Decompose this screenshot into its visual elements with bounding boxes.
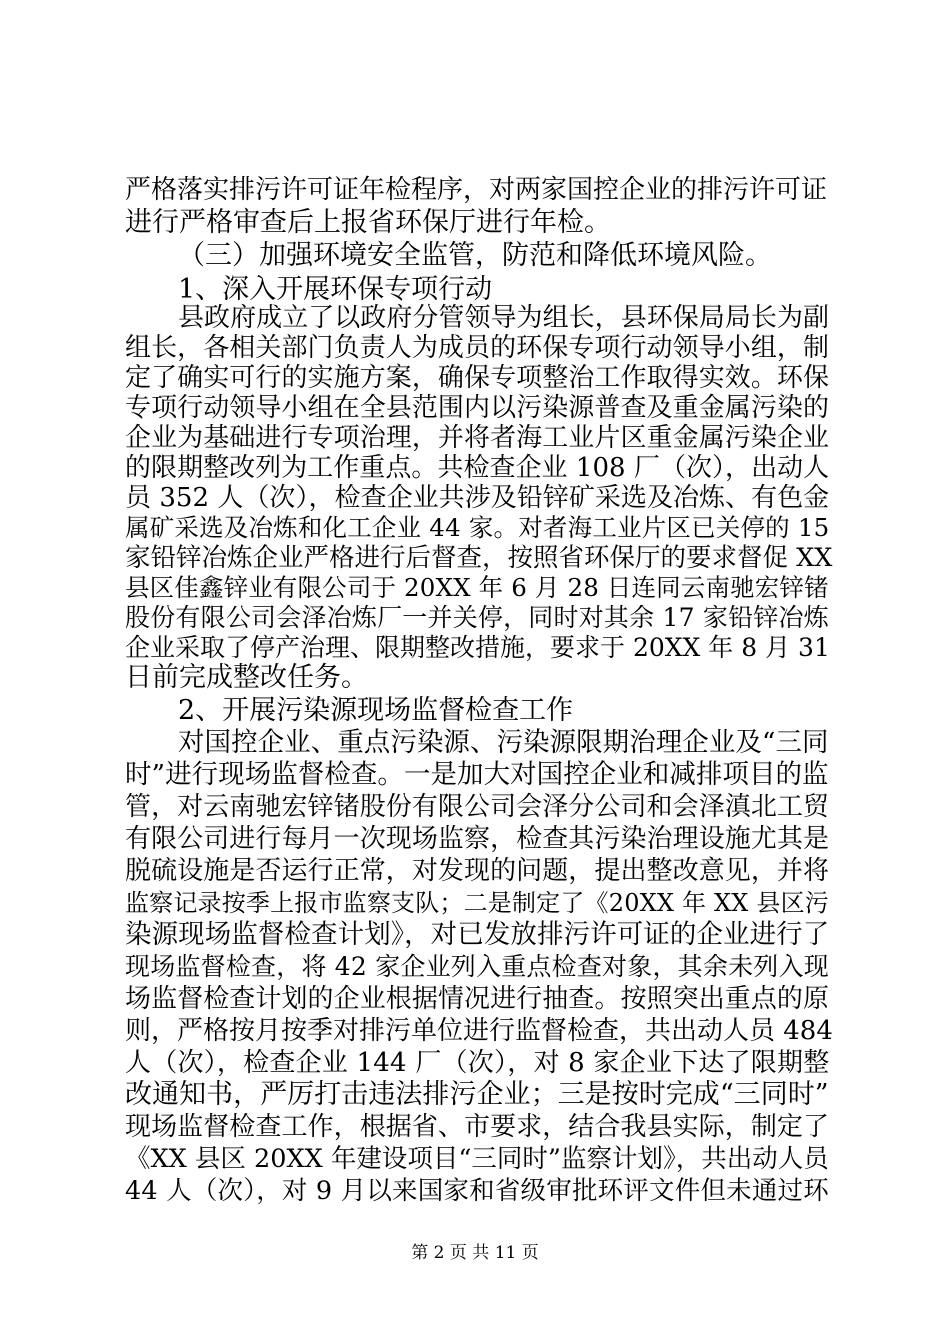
text-line: 则，严格按月按季对排污单位进行监督检查，共出动人员 484 [125,1016,833,1046]
text-line: 员 352 人（次），检查企业共涉及铅锌矿采选及冶炼、有色金 [125,483,830,513]
page-number-footer: 第 2 页 共 11 页 [411,1243,539,1263]
text-line: 现场监督检查，将 42 家企业列入重点检查对象，其余未列入现 [125,952,829,981]
section-heading: （三）加强环境安全监管，防范和降低环境风险。 [178,240,772,271]
text-line: 监察记录按季上报市监察支队；二是制定了《20XX 年 XX 县区污 [125,889,829,917]
text-line: 专项行动领导小组在全县范围内以污染源普查及重金属污染的 [125,393,830,423]
text-line: 44 人（次），对 9 月以来国家和省级审批环评文件但未通过环 [125,1176,829,1206]
subsection-heading: 2、开展污染源现场监督检查工作 [178,695,574,726]
text-line: 有限公司进行每月一次现场监察，检查其污染治理设施尤其是 [125,824,830,854]
text-line: 企业采取了停产治理、限期整改措施，要求于 20XX 年 8 月 31 [125,633,830,662]
text-line: 家铅锌冶炼企业严格进行后督查，按照省环保厅的要求督促 XX [125,543,833,573]
text-line: 进行严格审查后上报省环保厅进行年检。 [125,207,611,238]
text-line: 组长，各相关部门负责人为成员的环保专项行动领导小组，制 [125,333,830,363]
text-line: 定了确实可行的实施方案，确保专项整治工作取得实效。环保 [125,363,830,393]
text-line: 股份有限公司会泽冶炼厂一并关停，同时对其余 17 家铅锌冶炼 [125,603,829,632]
text-line: 《XX 县区 20XX 年建设项目“三同时”监察计划》，共出动人员 [125,1144,829,1174]
text-line: 染源现场监督检查计划》，对已发放排污许可证的企业进行了 [125,919,830,950]
text-line: 县政府成立了以政府分管领导为组长，县环保局局长为副 [178,303,830,333]
subsection-heading: 1、深入开展环保专项行动 [178,274,493,305]
text-line: 改通知书，严厉打击违法排污企业；三是按时完成“三同时” [125,1079,829,1110]
text-line: 场监督检查计划的企业根据情况进行抽查。按照突出重点的原 [125,984,830,1014]
text-line: 日前完成整改任务。 [125,662,368,693]
text-line: 严格落实排污许可证年检程序，对两家国控企业的排污许可证 [125,175,828,205]
text-line: 人（次），检查企业 144 厂（次），对 8 家企业下达了限期整 [125,1048,830,1078]
text-line: 县区佳鑫锌业有限公司于 20XX 年 6 月 28 日连同云南驰宏锌锗 [125,573,829,602]
text-line: 时”进行现场监督检查。一是加大对国控企业和减排项目的监 [125,759,829,790]
text-line: 管，对云南驰宏锌锗股份有限公司会泽分公司和会泽滇北工贸 [125,792,830,822]
text-line: 对国控企业、重点污染源、污染源限期治理企业及“三同 [178,727,829,758]
text-line: 脱硫设施是否运行正常，对发现的问题，提出整改意见，并将 [125,856,830,886]
text-line: 属矿采选及冶炼和化工企业 44 家。对者海工业片区已关停的 15 [125,513,830,542]
text-line: 企业为基础进行专项治理，并将者海工业片区重金属污染企业 [125,423,830,453]
text-line: 的限期整改列为工作重点。共检查企业 108 厂（次），出动人 [125,453,830,483]
text-line: 现场监督检查工作，根据省、市要求，结合我县实际，制定了 [125,1112,830,1142]
